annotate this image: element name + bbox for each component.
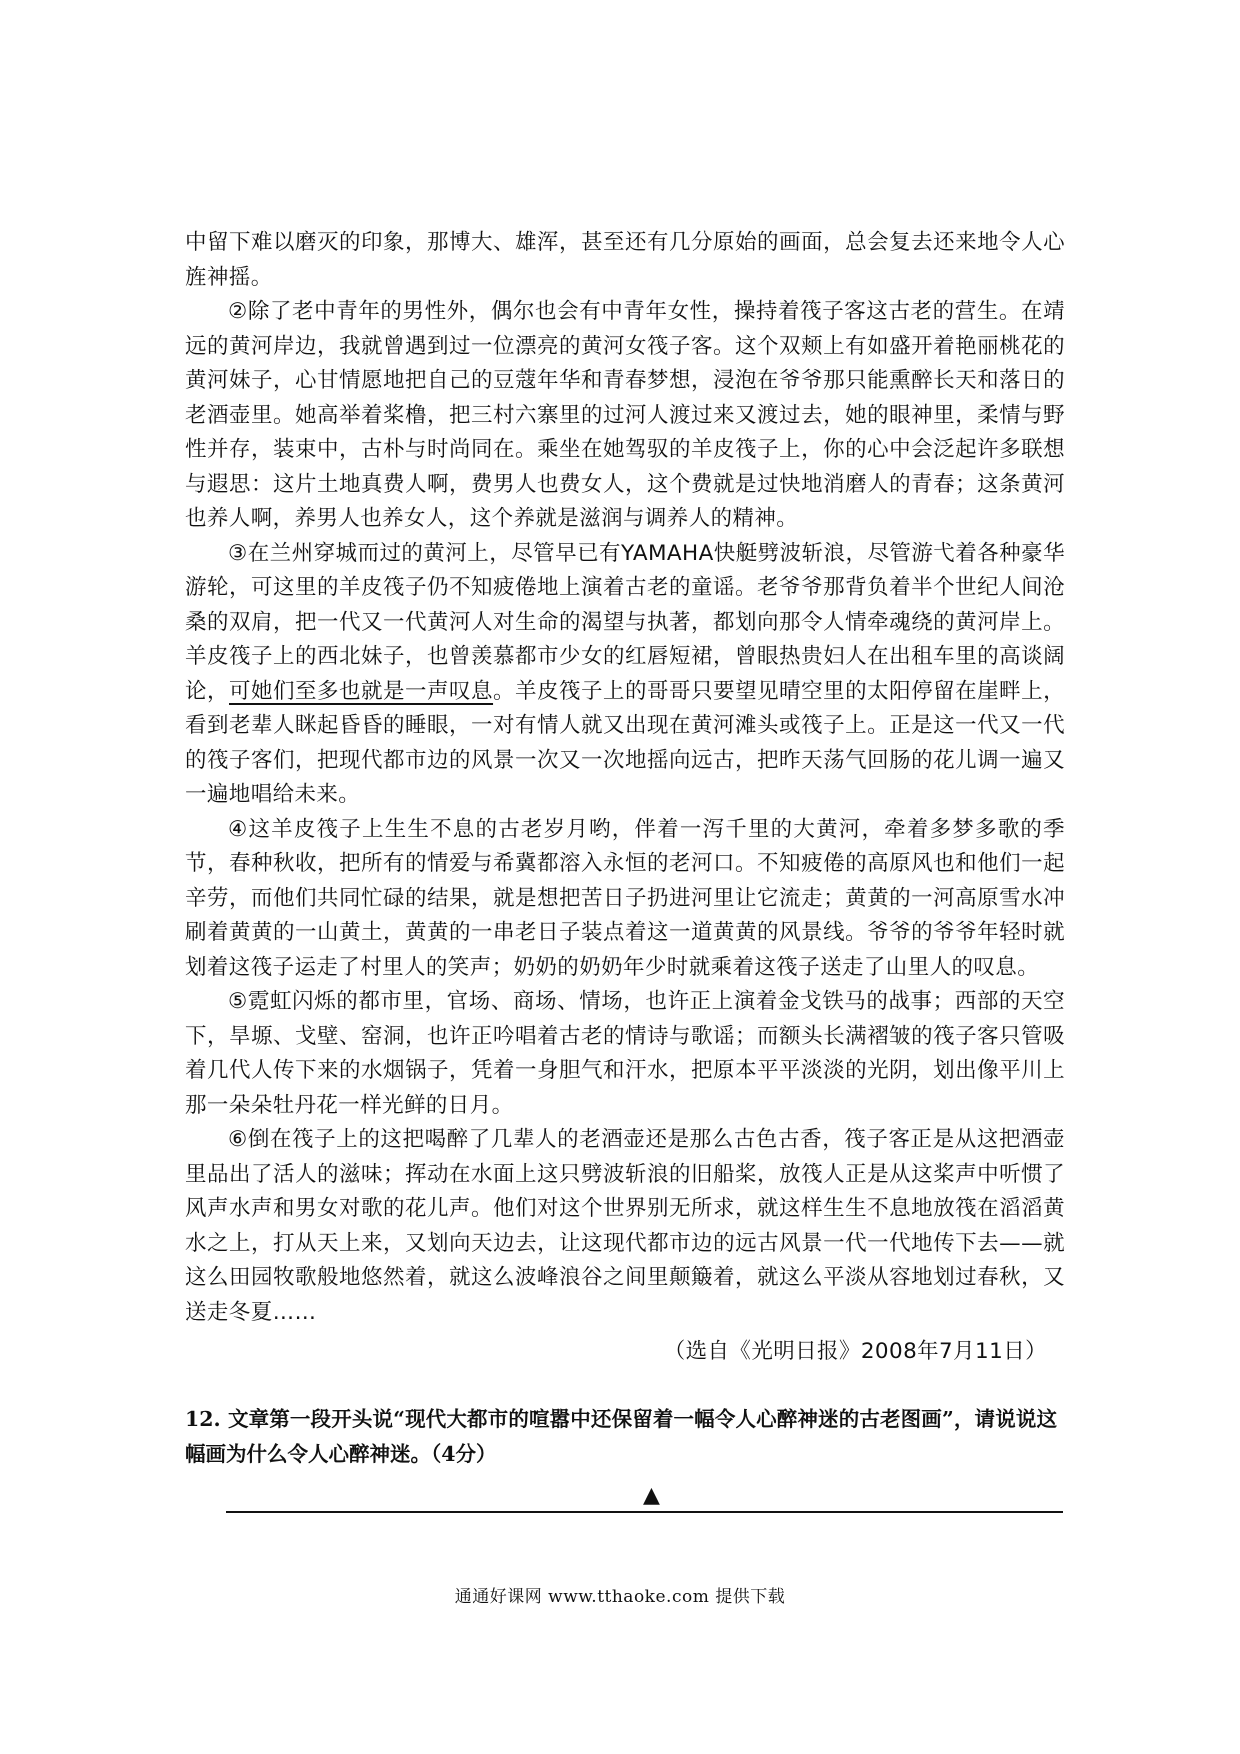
paragraph-3-part-a: ③在兰州穿城而过的黄河上，尽管早已有YAMAHA快艇劈波斩浪，尽管游弋着各种豪华游轮，可这里的羊皮筏子仍不知疲倦地上演着古老的童谣。老爷爷那背负着半个世纪人间沧桑的双肩，把一代又一代黄河人对生命的渴望与执著，都划向那令人情牵魂绕的黄河岸上。羊皮筏子上的西北妹子，也曾羡慕都市少女的红唇短裙，曾眼热贵妇人在出租车里的高谈阔论， xyxy=(185,540,1065,704)
paragraph-3 xyxy=(185,537,1065,813)
question-12: 12. 文章第一段开头说“现代大都市的喧嚣中还保留着一幅令人心醉神迷的古老图画”，请说说这幅画为什么令人心醉神迷。（4分） xyxy=(185,1407,1057,1466)
answer-line[interactable] xyxy=(226,1511,1063,1513)
paragraph-6: ⑥倒在筏子上的这把喝醉了几辈人的老酒壶还是那么古色古香，筏子客正是从这把酒壶里品出了活人的滋味；挥动在水面上这只劈波斩浪的旧船桨，放筏人正是从这桨声中听惯了风声水声和男女对歌的花儿声。他们对这个世界别无所求，就这样生生不息地放筏在滔滔黄水之上，打从天上来，又划向天边去，让这现代都市边的远古风景一代一代地传下去——就这么田园牧歌般地悠然着，就这么波峰浪谷之间里颠簸着，就这么平淡从容地划过春秋，又送走冬夏…… xyxy=(185,1127,1065,1325)
answer-marker-triangle-icon: ▲ xyxy=(643,1483,660,1508)
source-citation: （选自《光明日报》2008年7月11日） xyxy=(663,1339,1047,1364)
underlined-sentence: 可她们至多也就是一声叹息 xyxy=(229,678,494,704)
article-body xyxy=(185,226,1065,1330)
paragraph-5: ⑤霓虹闪烁的都市里，官场、商场、情场，也许正上演着金戈铁马的战事；西部的天空下，旱塬、戈壁、窑洞，也许正吟唱着古老的情诗与歌谣；而额头长满褶皱的筏子客只管吸着几代人传下来的水烟锅子，凭着一身胆气和汗水，把原本平平淡淡的光阴，划出像平川上那一朵朵牡丹花一样光鲜的日月。 xyxy=(185,989,1065,1118)
paragraph-1-continued: 中留下难以磨灭的印象，那博大、雄浑，甚至还有几分原始的画面，总会复去还来地令人心旌神摇。 xyxy=(185,230,1065,290)
paragraph-3-part-b: 。羊皮筏子上的哥哥只要望见晴空里的太阳停留在崖畔上，看到老辈人眯起昏昏的睡眼，一对有情人就又出现在黄河滩头或筏子上。正是这一代又一代的筏子客们，把现代都市边的风景一次又一次地摇向远古，把昨天荡气回肠的花儿调一遍又一遍地唱给未来。 xyxy=(185,678,1065,807)
paragraph-4: ④这羊皮筏子上生生不息的古老岁月哟，伴着一泻千里的大黄河，牵着多梦多歌的季节，春种秋收，把所有的情爱与希冀都溶入永恒的老河口。不知疲倦的高原风也和他们一起辛劳，而他们共同忙碌的结果，就是想把苦日子扔进河里让它流走；黄黄的一河高原雪水冲刷着黄黄的一山黄土，黄黄的一串老日子装点着这一道黄黄的风景线。爷爷的爷爷年轻时就划着这筏子运走了村里人的笑声；奶奶的奶奶年少时就乘着这筏子送走了山里人的叹息。 xyxy=(185,816,1065,980)
paragraph-2: ②除了老中青年的男性外，偶尔也会有中青年女性，操持着筏子客这古老的营生。在靖远的黄河岸边，我就曾遇到过一位漂亮的黄河女筏子客。这个双颊上有如盛开着艳丽桃花的黄河妹子，心甘情愿地把自己的豆蔻年华和青春梦想，浸泡在爷爷那只能熏醉长天和落日的老酒壶里。她高举着桨橹，把三村六寨里的过河人渡过来又渡过去，她的眼神里，柔情与野性并存，装束中，古朴与时尚同在。乘坐在她驾驭的羊皮筏子上，你的心中会泛起许多联想与遐思：这片土地真费人啊，费男人也费女人，这个费就是过快地消磨人的青春；这条黄河也养人啊，养男人也养女人，这个养就是滋润与调养人的精神。 xyxy=(185,299,1065,531)
footer-watermark: 通通好课网 www.tthaoke.com 提供下载 xyxy=(454,1587,786,1607)
